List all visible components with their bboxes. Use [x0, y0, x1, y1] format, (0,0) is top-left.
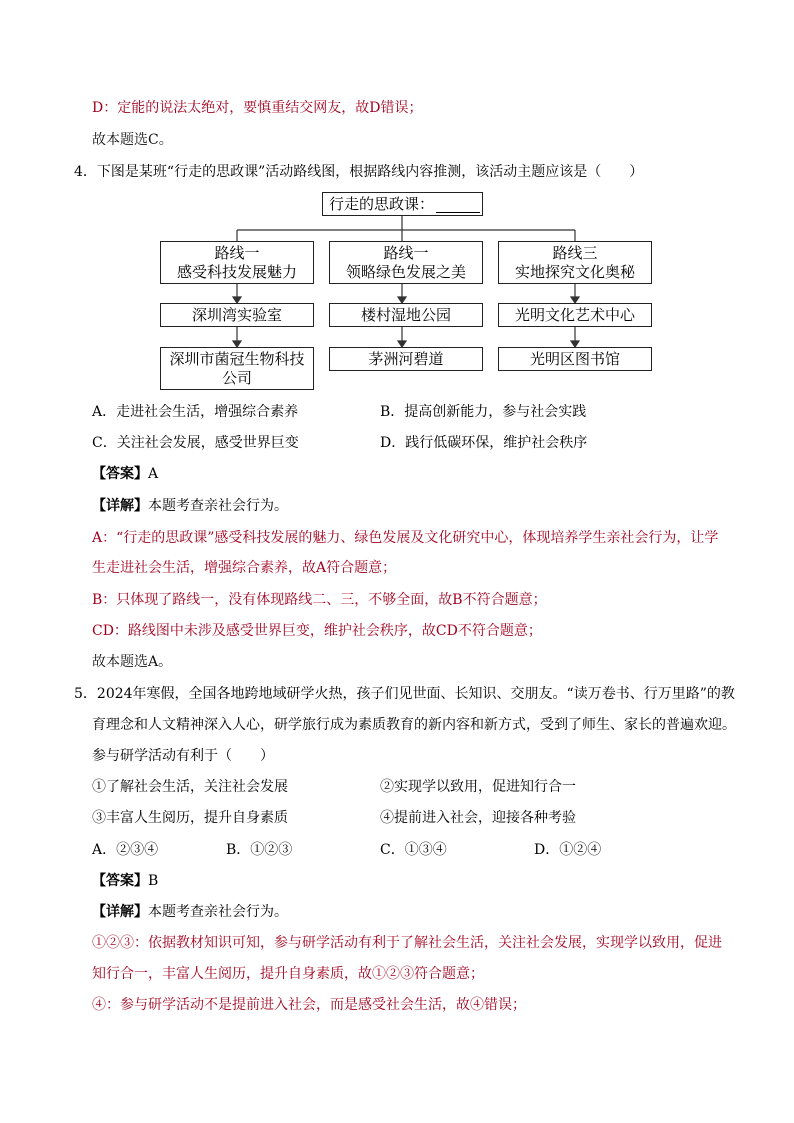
fill-in-blank	[436, 196, 480, 213]
q4-conclusion: 故本题选A。	[92, 654, 173, 670]
route-1-stop-1: 深圳湾实验室	[160, 303, 314, 327]
q4-answer	[92, 464, 158, 484]
route-3-box	[498, 241, 652, 284]
route-3-subtitle: 实地探究文化奥秘	[514, 262, 635, 281]
q4-explanation-a-line2: 生走进社会生活，增强综合素养，故A符合题意；	[92, 560, 397, 576]
q5-explanation-line1: ①②③：依据教材知识可知，参与研学活动有利于了解社会生活，关注社会发展，实现学以致用，促进	[92, 935, 722, 951]
q5-detail	[92, 902, 288, 922]
answer-label: 【答案】	[92, 466, 148, 482]
route-2-stop-1: 楼村湿地公园	[329, 303, 483, 327]
route-2-stop-2: 茅洲河碧道	[329, 347, 483, 371]
route-2-title: 路线一	[383, 243, 429, 262]
q4-explanation-b: B：只体现了路线一，没有体现路线二、三，不够全面，故B不符合题意；	[92, 592, 547, 608]
q4-detail	[92, 496, 288, 516]
answer-value: B	[148, 873, 159, 889]
q5-item-2: ②实现学以致用，促进知行合一	[380, 779, 576, 795]
route-2-box	[329, 241, 483, 284]
q5-option-d: D．①②④	[534, 842, 602, 858]
route-3-title: 路线三	[552, 243, 598, 262]
q5-option-c: C．①③④	[380, 842, 447, 858]
route-3-stop-1: 光明文化艺术中心	[498, 303, 652, 327]
conclusion: 故本题选C。	[92, 132, 173, 148]
question-5-stem-line1: 5．2024年寒假，全国各地跨地域研学火热，孩子们见世面、长知识、交朋友。“读万卷书、行万里路”的教	[74, 686, 735, 702]
q4-option-a: A．走进社会生活，增强综合素养	[92, 404, 299, 420]
detail-text: 本题考查亲社会行为。	[148, 904, 288, 920]
route-1-subtitle: 感受科技发展魅力	[176, 262, 297, 281]
answer-value: A	[148, 466, 159, 482]
option-d-explanation: D：定能的说法太绝对，要慎重结交网友，故D错误；	[92, 100, 423, 116]
detail-label: 【详解】	[92, 498, 148, 514]
q4-explanation-a-line1: A：“行走的思政课”感受科技发展的魅力、绿色发展及文化研究中心，体现培养学生亲社会行为，让学	[92, 530, 719, 546]
q5-item-3: ③丰富人生阅历，提升自身素质	[92, 810, 288, 826]
detail-text: 本题考查亲社会行为。	[148, 498, 288, 514]
q5-answer	[92, 871, 158, 891]
detail-label: 【详解】	[92, 904, 148, 920]
q4-option-c: C．关注社会发展，感受世界巨变	[92, 435, 299, 451]
q4-option-b: B．提高创新能力，参与社会实践	[380, 404, 587, 420]
q4-explanation-cd: CD：路线图中未涉及感受世界巨变，维护社会秩序，故CD不符合题意；	[92, 623, 542, 639]
q5-explanation-line3: ④：参与研学活动不是提前进入社会，而是感受社会生活，故④错误；	[92, 997, 526, 1013]
answer-label: 【答案】	[92, 873, 148, 889]
q5-item-1: ①了解社会生活，关注社会发展	[92, 779, 288, 795]
route-2-subtitle: 领略绿色发展之美	[345, 262, 466, 281]
route-1-box	[160, 241, 314, 284]
route-1-stop-2: 深圳市菌冠生物科技公司	[160, 347, 314, 390]
q5-item-4: ④提前进入社会，迎接各种考验	[380, 810, 576, 826]
route-3-stop-2: 光明区图书馆	[498, 347, 652, 371]
question-5-stem-line3: 参与研学活动有利于（ ）	[92, 748, 274, 764]
question-4-stem: 4．下图是某班“行走的思政课”活动路线图，根据路线内容推测，该活动主题应该是（ ）	[74, 164, 644, 180]
q5-option-b: B．①②③	[226, 842, 293, 858]
q5-explanation-line2: 知行合一，丰富人生阅历，提升自身素质，故①②③符合题意；	[92, 966, 484, 982]
q4-option-d: D．践行低碳环保，维护社会秩序	[380, 435, 588, 451]
q5-option-a: A．②③④	[92, 842, 159, 858]
route-1-title: 路线一	[214, 243, 260, 262]
question-5-stem-line2: 育理念和人文精神深入人心，研学旅行成为素质教育的新内容和新方式，受到了师生、家长的普遍欢迎。	[92, 717, 736, 733]
diagram-root-box	[322, 192, 483, 216]
diagram-root-label: 行走的思政课：	[329, 194, 435, 213]
